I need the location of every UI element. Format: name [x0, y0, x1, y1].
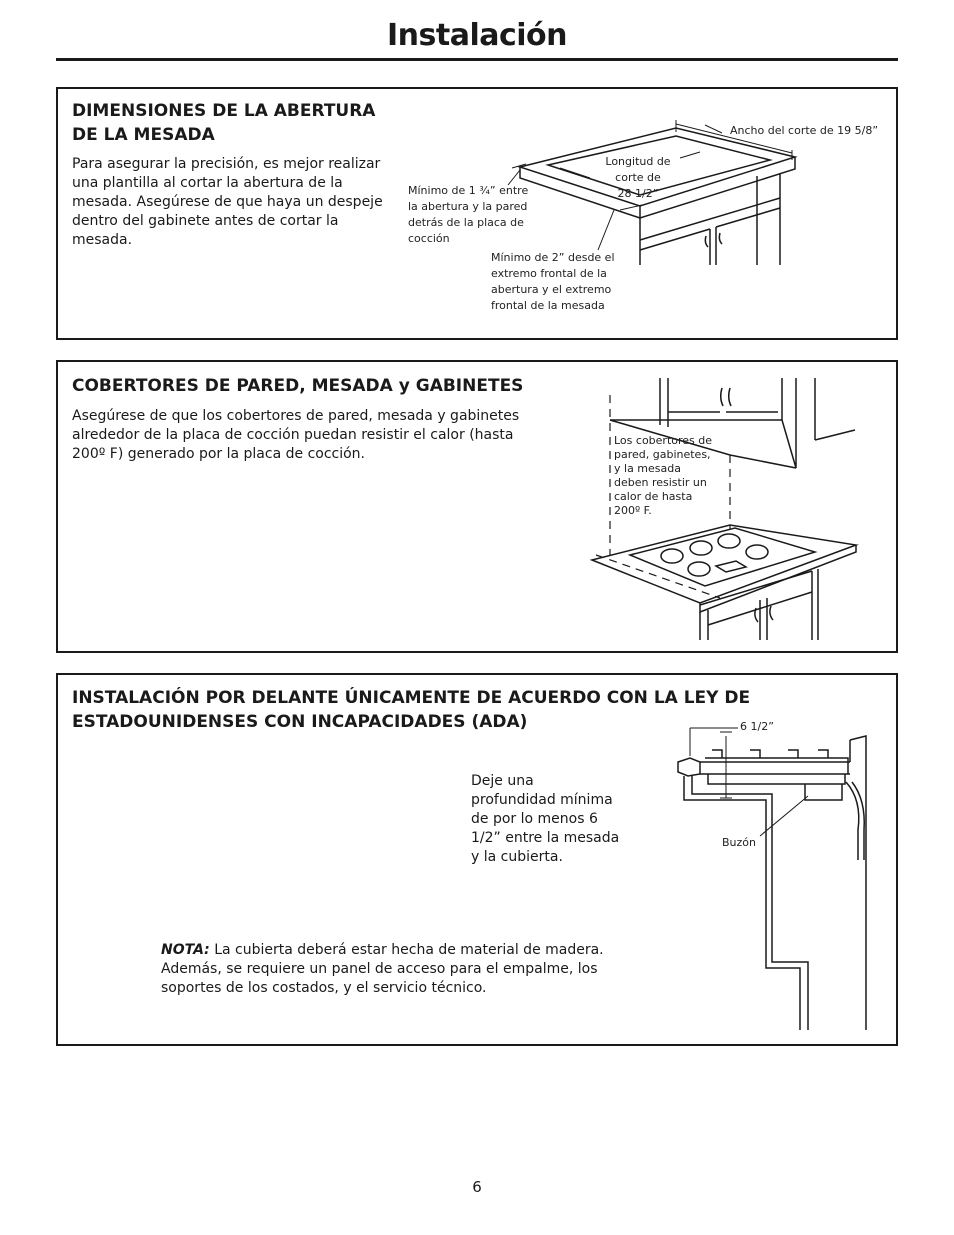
callout-cutout-length-line3: 28 1/2” [617, 187, 659, 200]
section3-heading-line2: ESTADOUNIDENSES CON INCAPACIDADES (ADA) [72, 712, 528, 732]
section1-body: Para asegurar la precisión, es mejor realizar una plantilla al cortar la abertura de la mesada. Asegúrese de que haya un despeje dentro del gabinete antes de cortar la mesada. [72, 156, 383, 248]
callout-front-line3: abertura y el extremo [491, 283, 612, 296]
callout-heat-line5: calor de hasta [614, 490, 693, 503]
section1-heading-line1: DIMENSIONES DE LA ABERTURA [72, 101, 376, 121]
callout-cutout-length [592, 154, 684, 202]
callout-heat-line3: y la mesada [614, 462, 681, 475]
callout-rear-line1: Mínimo de 1 ¾” entre [408, 184, 529, 197]
callout-heat-line4: deben resistir un [614, 476, 707, 489]
callout-heat-resistance [614, 434, 712, 518]
callout-cutout-width: Ancho del corte de 19 5/8” [730, 124, 879, 137]
callout-rear-line2: la abertura y la pared [408, 200, 528, 213]
note-label: NOTA: [161, 942, 210, 958]
callout-heat-line1: Los cobertores de [614, 434, 713, 447]
callout-rear-clearance [408, 183, 528, 247]
callout-heat-line6: 200º F. [614, 504, 652, 517]
callout-cutout-length-line1: Longitud de [605, 155, 671, 168]
section3-heading [72, 686, 750, 734]
callout-front-line2: extremo frontal de la [491, 267, 607, 280]
dimension-label: 6 1/2” [740, 720, 774, 733]
callout-heat-line2: pared, gabinetes, [614, 448, 711, 461]
callout-rear-line4: cocción [408, 232, 450, 245]
junction-box-label: Buzón [722, 836, 756, 849]
page-number: 6 [472, 1178, 482, 1196]
section1-heading-line2: DE LA MESADA [72, 125, 215, 145]
callout-front-clearance [491, 250, 615, 314]
section1-heading [72, 99, 375, 147]
note-text: La cubierta deberá estar hecha de material de madera. Además, se requiere un panel de acceso para el empalme, los soportes de los costados, y el servicio técnico. [161, 942, 604, 996]
callout-rear-line3: detrás de la placa de [408, 216, 524, 229]
section3-heading-line1: INSTALACIÓN POR DELANTE ÚNICAMENTE DE ACUERDO CON LA LEY DE [72, 688, 751, 708]
section2-body: Asegúrese de que los cobertores de pared, mesada y gabinetes alrededor de la placa de cocción puedan resistir el calor (hasta 200º F) generado por la placa de cocción. [72, 408, 520, 462]
page-title: Instalación [386, 18, 568, 53]
title-rule [56, 58, 898, 61]
section2-heading: COBERTORES DE PARED, MESADA y GABINETES [72, 376, 524, 396]
section3-note [161, 941, 621, 998]
callout-front-line4: frontal de la mesada [491, 299, 605, 312]
section3-depth-text: Deje una profundidad mínima de por lo menos 6 1/2” entre la mesada y la cubierta. [471, 773, 620, 865]
callout-front-line1: Mínimo de 2” desde el [491, 251, 615, 264]
callout-cutout-length-line2: corte de [615, 171, 661, 184]
section-heat-resistant-coverings [56, 360, 898, 653]
